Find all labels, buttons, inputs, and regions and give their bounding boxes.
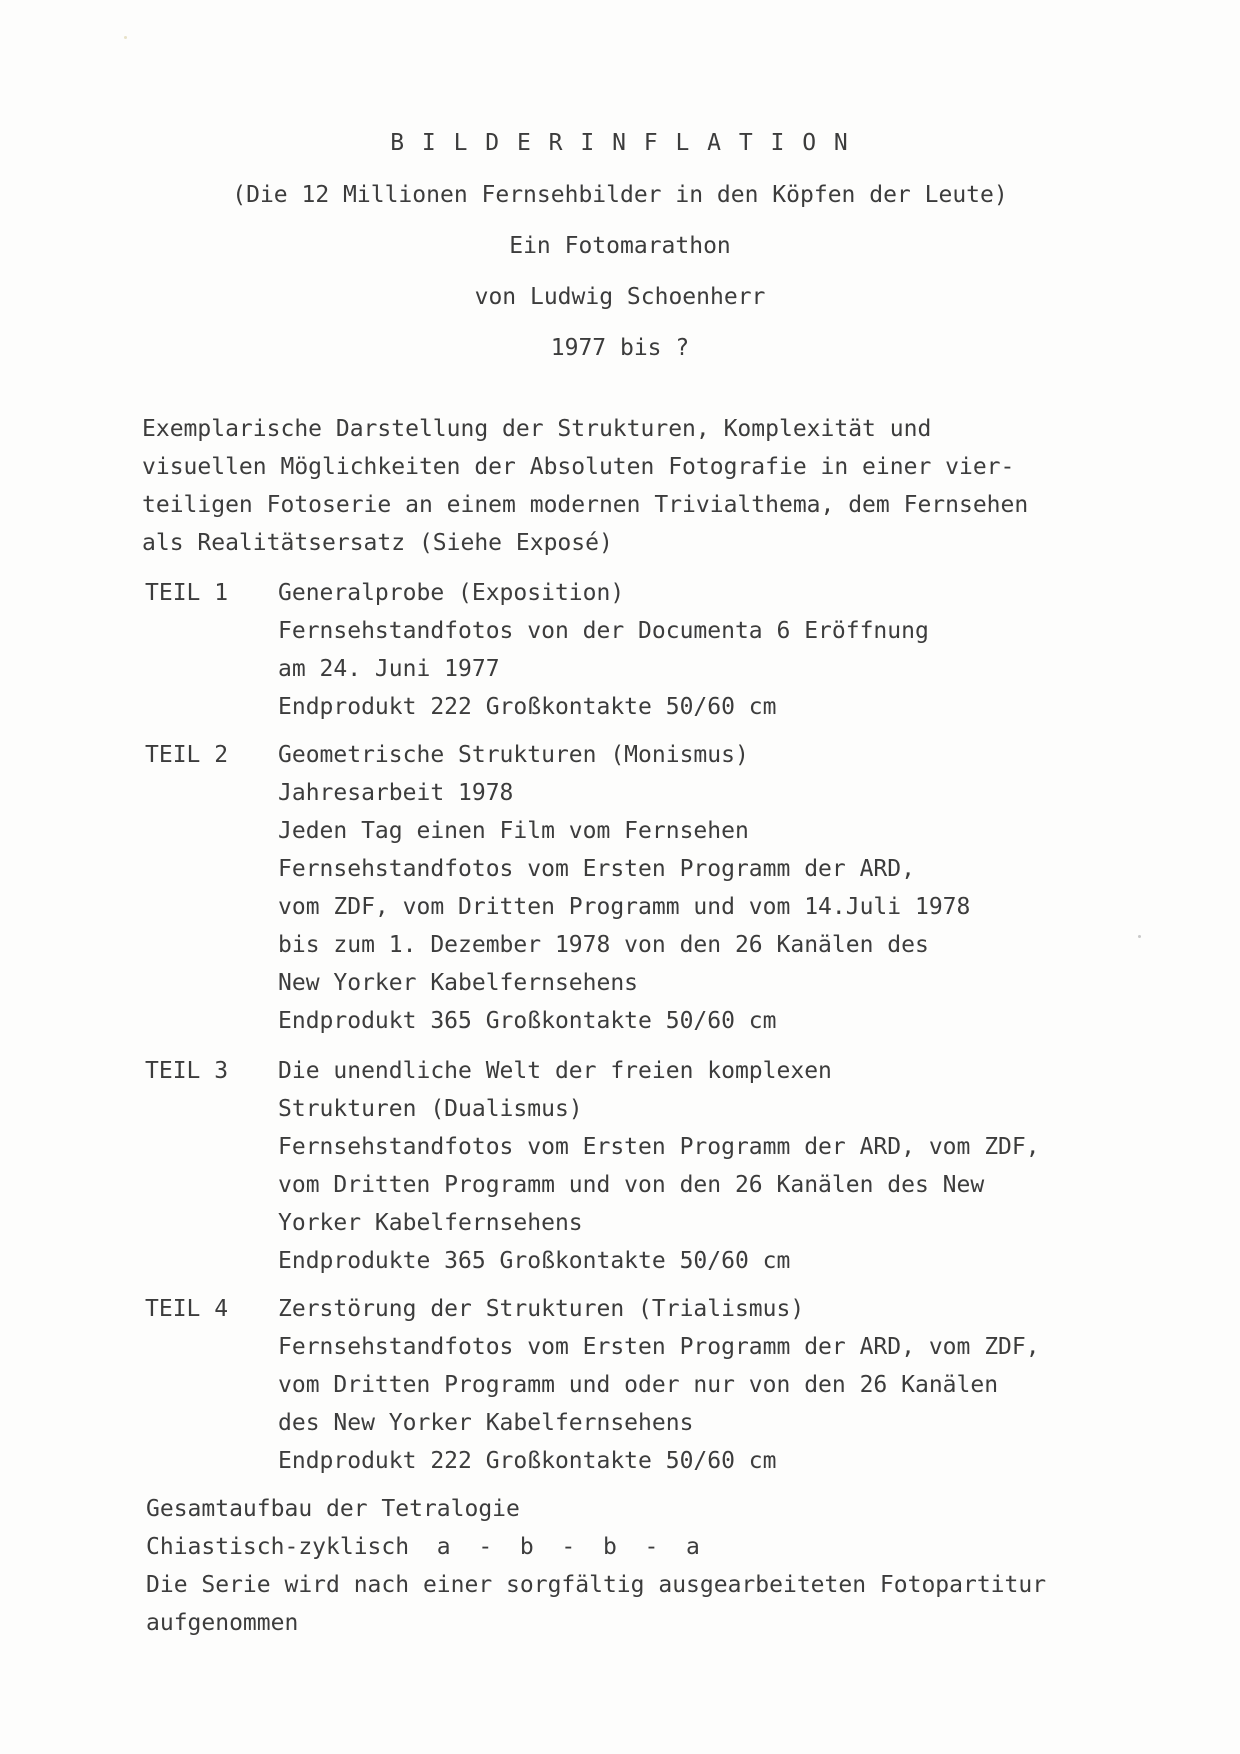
summary-line: aufgenommen	[146, 1610, 299, 1636]
summary-line: Chiastisch-zyklisch a - b - b - a	[146, 1534, 700, 1560]
summary-line: Die Serie wird nach einer sorgfältig ausgearbeiteten Fotopartitur	[146, 1572, 1047, 1598]
section-line: Fernsehstandfotos vom Ersten Programm der ARD, vom ZDF,	[278, 1134, 1040, 1160]
section-line: Generalprobe (Exposition)	[278, 580, 625, 606]
section-line: Endprodukt 222 Großkontakte 50/60 cm	[278, 694, 777, 720]
section-line: Geometrische Strukturen (Monismus)	[278, 742, 749, 768]
project-type: Ein Fotomarathon	[509, 233, 731, 259]
section-line: des New Yorker Kabelfernsehens	[278, 1410, 694, 1436]
section-line: Die unendliche Welt der freien komplexen	[278, 1058, 832, 1084]
author-line: von Ludwig Schoenherr	[474, 284, 766, 310]
section-line: Endprodukt 222 Großkontakte 50/60 cm	[278, 1448, 777, 1474]
section-line: Strukturen (Dualismus)	[278, 1096, 583, 1122]
document-subtitle: (Die 12 Millionen Fernsehbilder in den Köpfen der Leute)	[232, 182, 1008, 208]
section-line: Jahresarbeit 1978	[278, 780, 514, 806]
section-label: TEIL 3	[145, 1058, 229, 1084]
intro-line: als Realitätsersatz (Siehe Exposé)	[142, 530, 613, 556]
paper-speck	[1138, 935, 1141, 938]
section-line: Fernsehstandfotos von der Documenta 6 Eröffnung	[278, 618, 929, 644]
paper-speck	[124, 36, 127, 39]
section-line: Zerstörung der Strukturen (Trialismus)	[278, 1296, 805, 1322]
intro-line: visuellen Möglichkeiten der Absoluten Fotografie in einer vier-	[142, 454, 1015, 480]
section-line: vom Dritten Programm und oder nur von den 26 Kanälen	[278, 1372, 999, 1398]
section-line: vom Dritten Programm und von den 26 Kanälen des New	[278, 1172, 985, 1198]
section-line: Fernsehstandfotos vom Ersten Programm der ARD,	[278, 856, 915, 882]
section-body	[278, 1052, 1218, 1280]
section-line: Endprodukt 365 Großkontakte 50/60 cm	[278, 1008, 777, 1034]
section-label: TEIL 4	[145, 1296, 229, 1322]
section-body	[278, 574, 1218, 726]
section-line: vom ZDF, vom Dritten Programm und vom 14.Juli 1978	[278, 894, 971, 920]
section-body	[278, 736, 1218, 1040]
intro-paragraph	[142, 410, 1202, 562]
intro-line: Exemplarische Darstellung der Strukturen, Komplexität und	[142, 416, 932, 442]
section-label: TEIL 1	[145, 580, 229, 606]
section-label: TEIL 2	[145, 742, 229, 768]
section-line: New Yorker Kabelfernsehens	[278, 970, 639, 996]
summary-line: Gesamtaufbau der Tetralogie	[146, 1496, 520, 1522]
section-line: am 24. Juni 1977	[278, 656, 500, 682]
document-title: B I L D E R I N F L A T I O N	[390, 130, 850, 156]
section-line: Jeden Tag einen Film vom Fernsehen	[278, 818, 749, 844]
section-line: bis zum 1. Dezember 1978 von den 26 Kanälen des	[278, 932, 929, 958]
section-line: Fernsehstandfotos vom Ersten Programm der ARD, vom ZDF,	[278, 1334, 1040, 1360]
date-range: 1977 bis ?	[550, 335, 690, 361]
section-line: Endprodukte 365 Großkontakte 50/60 cm	[278, 1248, 791, 1274]
intro-line: teiligen Fotoserie an einem modernen Trivialthema, dem Fernsehen	[142, 492, 1029, 518]
summary-block	[146, 1490, 1226, 1642]
section-body	[278, 1290, 1218, 1480]
section-line: Yorker Kabelfernsehens	[278, 1210, 583, 1236]
